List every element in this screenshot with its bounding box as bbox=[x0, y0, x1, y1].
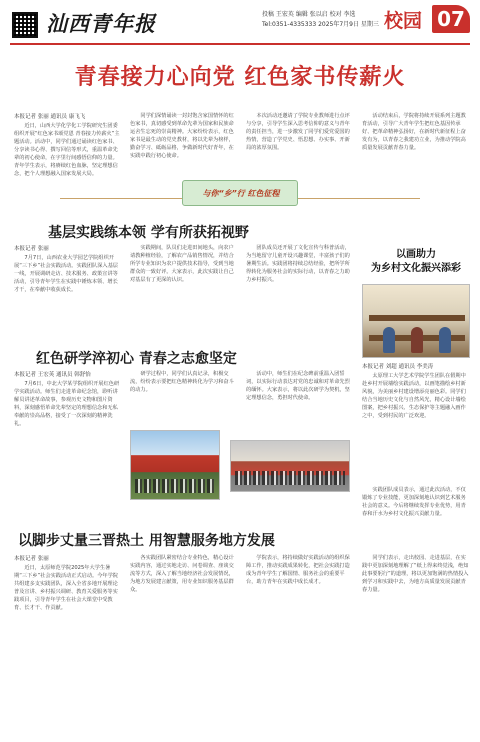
right-article-title bbox=[362, 248, 470, 276]
section-c-byline: 本报记者 张丽 bbox=[14, 556, 49, 562]
section-a-column-2 bbox=[130, 244, 238, 334]
section-c-column-4 bbox=[362, 554, 470, 732]
section-c-paragraph: 近日，太原师范学院2025年大学生暑期“三下乡”社会实践活动正式启动。今年学院共组建多支实践团队，深入全省多地开展理论普及宣讲、乡村振兴调研、教育关爱服务等实践项目，引导青年学生在社会大课堂中受教育、长才干、作贡献。 bbox=[14, 565, 118, 611]
article1-byline: 本报记者 张丽 通讯员 康飞飞 bbox=[14, 114, 86, 120]
masthead-meta-line1: 投稿 王宏英 编辑 张以启 校对 李选 bbox=[262, 11, 356, 18]
section-c-title: 以脚步丈量三晋热土 用智慧服务地方发展 bbox=[18, 533, 275, 549]
section-a-paragraph: 7月7日，山西农业大学园艺学院组织开展“三下乡”社会实践活动。实践团队深入基层一线，开展调研走访、技术服务、政策宣讲等活动，引导青年学生在实践中锤炼本领、增长才干，在奉献中收获成长。 bbox=[14, 255, 118, 293]
section-c-paragraph: 学院表示，将持续做好实践活动的组织保障工作，推动实践成果转化，把社会实践打造成为青年学生了解国情、服务社会的重要平台，助力青年在实践中成长成才。 bbox=[246, 555, 350, 585]
section-b-column-1 bbox=[14, 380, 122, 504]
section-c-paragraph: 各实践团队紧密结合专业特色，精心设计实践内容，通过实地走访、问卷调查、座谈交流等方式，深入了解当地经济社会发展情况，为地方发展建言献策，用专业知识服务基层群众。 bbox=[130, 555, 234, 593]
section-b-title: 红色研学淬初心 青春之志愈坚定 bbox=[36, 351, 237, 367]
section-a-paragraph: 实践期间，队员们走进田间地头，向农户请教种植经验，了解农产品销售情况，并结合所学专业知识为农户提供技术指导，受到当地群众的一致好评。大家表示，此次实践让自己对基层有了更深的认识。 bbox=[130, 245, 234, 283]
article1-column-3 bbox=[246, 112, 354, 178]
qr-code-icon bbox=[12, 12, 38, 38]
section-b-column-3 bbox=[246, 370, 354, 436]
newspaper-logo: 汕西青年报 bbox=[46, 11, 156, 36]
banner-text: 与你“乡”行 红色征程 bbox=[202, 189, 280, 198]
right-article-paragraph: 太原理工大学艺术学院学生团队在假期中赴乡村开展墙绘实践活动，以画笔描绘乡村新风貌，为美丽乡村建设增添亮丽色彩。同学们结合当地历史文化与自然风光，精心设计墙绘图案，把乡村振兴、生态保护等主题融入画作之中，受到村民的广泛欢迎。 bbox=[362, 373, 466, 419]
red-flag-group-photo bbox=[130, 430, 220, 500]
right-article-column-bottom bbox=[362, 486, 470, 526]
article1-paragraph: 活动结束后，学院将持续开展系列主题教育活动，引导广大青年学生把红色基因传承好、把革命精神弘扬好，在新时代新征程上奋发有为，以青春之我建功立业，为推动学院高质量发展贡献青春力量。 bbox=[362, 113, 466, 151]
section-a-paragraph: 团队成员还开展了文化宣传与科普活动，为当地留守儿童开设兴趣课堂，丰富孩子们的暑期生活。实践团将持续总结经验，把所学所得转化为服务社会的实际行动，以青春之力助力乡村振兴。 bbox=[246, 245, 350, 283]
banner-badge bbox=[182, 180, 298, 206]
section-b-paragraph: 活动中，师生们在纪念碑前重温入团誓词，以实际行动表达对党的忠诚和对革命先烈的缅怀。大家表示，将以此次研学为契机，坚定理想信念，勇担时代使命。 bbox=[246, 371, 350, 401]
section-c-paragraph: 同学们表示，走出校园、走进基层，在实践中更加深刻地理解了“纸上得来终觉浅，绝知此事要躬行”的道理，将以更加饱满的热情投入到学习和实践中去，为地方高质量发展贡献青春力量。 bbox=[362, 555, 469, 593]
section-c-column-3 bbox=[246, 554, 354, 732]
masthead bbox=[0, 0, 480, 44]
section-a-byline: 本报记者 张丽 bbox=[14, 246, 49, 252]
section-a-column-3 bbox=[246, 244, 354, 334]
section-b-byline: 本报记者 王宏英 通讯员 韩舒怡 bbox=[14, 372, 91, 378]
section-b-paragraph: 7月6日，中北大学某学院组织开展红色研学实践活动。师生们走进革命纪念馆，聆听讲解员讲述革命故事，参观历史文物和图片资料，深刻感悟革命先辈坚定的理想信念和无私奉献的崇高品格，接受了一次深刻的精神洗礼。 bbox=[14, 381, 120, 427]
page-number: 07 bbox=[432, 5, 470, 33]
section-b-column-2 bbox=[130, 370, 238, 426]
article1-column-1 bbox=[14, 122, 122, 178]
section-a-title: 基层实践练本领 学有所获拓视野 bbox=[48, 225, 249, 241]
right-article-column-top bbox=[362, 372, 470, 482]
article1-paragraph: 近日，山西大学化学化工学院研究生团委组织开展“红色家书颂党恩 青春接力传薪火”主题活动。活动中，同学们通过诵读红色家书、分享读书心得、撰写回信等形式，重温革命先辈的初心使命，在字里行间感悟信仰的力量。青年学生表示，将赓续红色血脉，坚定理想信念，把个人理想融入国家发展大局。 bbox=[14, 123, 120, 177]
section-b-paragraph: 研学过程中，同学们认真记录，积极交流，纷纷表示要把红色精神转化为学习和奋斗的动力。 bbox=[130, 371, 234, 393]
section-a-column-1 bbox=[14, 254, 122, 334]
masthead-rule bbox=[10, 43, 470, 45]
article1-column-2 bbox=[130, 112, 238, 178]
right-article-title-line1: 以画助力 bbox=[396, 249, 436, 260]
column-banner bbox=[60, 180, 420, 206]
section-label: 校园 bbox=[384, 10, 423, 32]
section-c-column-1 bbox=[14, 564, 122, 732]
right-article-byline: 本报记者 刘超 通讯员 李美涛 bbox=[362, 364, 434, 370]
article1-paragraph: 本次活动还邀请了学院专业教师进行点评与分享，引导学生深入思考信仰的意义与青年的责任担当，进一步激发了同学们爱党爱国的热情，营造了学党史、悟思想、办实事、开新局的浓厚氛围。 bbox=[246, 113, 350, 151]
right-article-paragraph: 实践团队成员表示，通过此次活动，不仅锻炼了专业技能，更加深刻地认识到艺术服务社会的意义。今后将继续发挥专业优势，用青春和汗水为乡村文化振兴贡献力量。 bbox=[362, 487, 466, 517]
right-article-title-line2: 为乡村文化振兴添彩 bbox=[371, 263, 461, 274]
article1-column-4 bbox=[362, 112, 470, 178]
section-c-column-2 bbox=[130, 554, 238, 732]
main-headline: 青春接力心向党 红色家书传薪火 bbox=[74, 64, 406, 90]
painting-practice-photo bbox=[362, 284, 470, 358]
article1-paragraph: 同学们深情诵读一封封饱含家国情怀的红色家书，真切感受到革命先辈为国家和民族命运舍生忘死的崇高精神。大家纷纷表示，红色家书是最生动的党史教材，将以先辈为榜样，勤奋学习、砥砺品格，争做新时代好青年，在实践中践行初心使命。 bbox=[130, 113, 234, 159]
group-photo bbox=[230, 440, 350, 492]
masthead-meta-line2: Tel:0351-4335333 2025年7月9日 星期三 bbox=[262, 21, 379, 28]
